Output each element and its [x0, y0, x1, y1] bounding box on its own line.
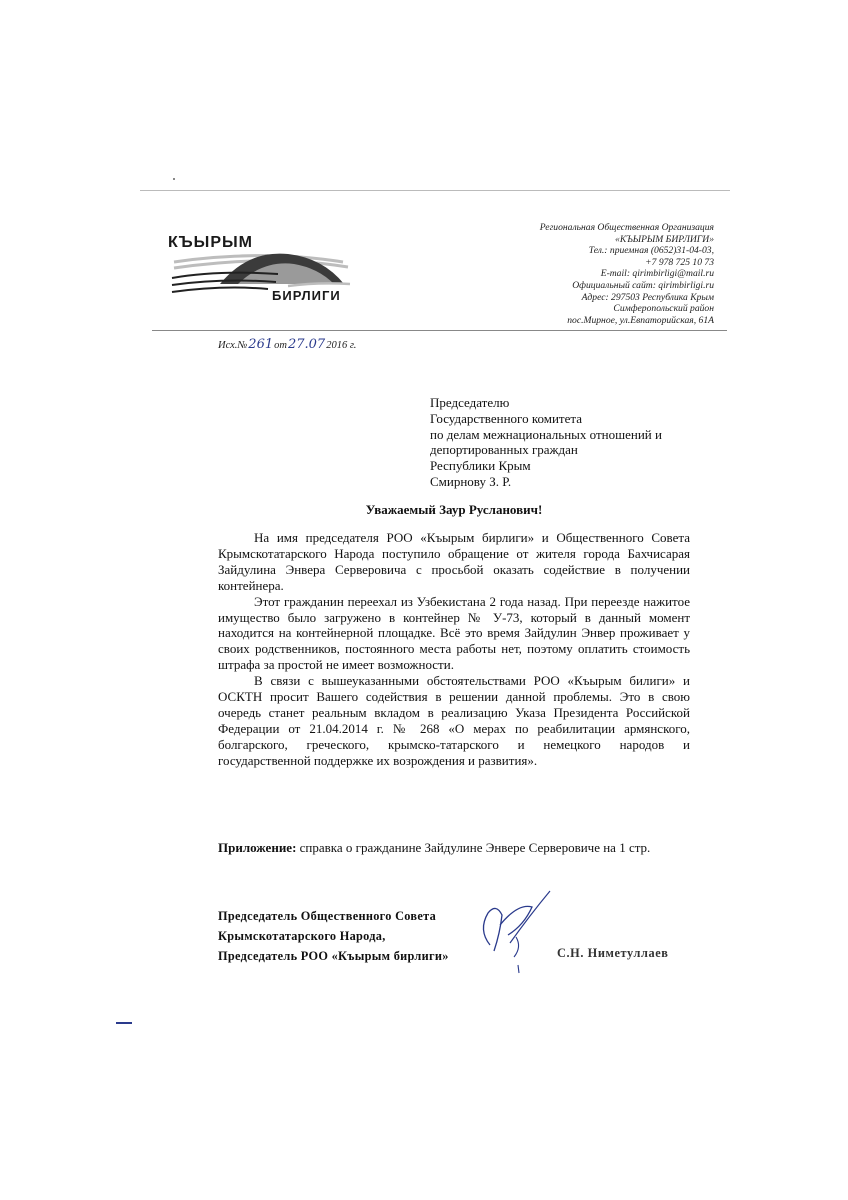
- org-line: «КЪЫРЫМ БИРЛИГИ»: [615, 233, 714, 245]
- organization-contacts: [454, 222, 714, 326]
- scan-edge-line: [140, 190, 730, 191]
- body-paragraph: На имя председателя РОО «Къырым бирлиги» и Общественного Совета Крымскотатарского Народа поступило обращение от жителя города Бахчисарая Зайдулина Энвера Серверовича с просьбой оказать содействие в получении контейнера.: [218, 530, 690, 593]
- reference-prefix: Исх.№: [218, 340, 248, 351]
- reference-number: 261: [248, 337, 274, 352]
- reference-from-label: от: [274, 340, 287, 351]
- signatory-title: [218, 906, 449, 966]
- org-line: пос.Мирное, ул.Евпаторийская, 61А: [567, 314, 714, 326]
- reference-year: 2016 г.: [326, 340, 357, 351]
- addressee-line: Председателю: [430, 395, 510, 410]
- org-line: Региональная Общественная Организация: [539, 222, 714, 233]
- body-paragraph: В связи с вышеуказанными обстоятельствами РОО «Къырым билиги» и ОСКТН просит Вашего содействия в решении данной проблемы. Это в свою очередь станет реальным вкладом в реализацию Указа Президента Российской Федерации от 21.04.2014 г. № 268 «О мерах по реабилитации армянского, болгарского, греческого, крымско-татарского и немецкого народов и государственной поддержке их возрождения и развития».: [218, 673, 690, 768]
- addressee-line: Смирнову З. Р.: [430, 473, 512, 489]
- org-line: Официальный сайт: qirimbirligi.ru: [572, 279, 714, 291]
- addressee-line: по делам межнациональных отношений и: [430, 426, 662, 442]
- attachment-note: [218, 840, 650, 856]
- body-paragraph: Этот гражданин переехал из Узбекистана 2 года назад. При переезде нажитое имущество было загружено в контейнер № У-73, который в данный момент находится на контейнерной площадке. Всё это время Зайдулин Энвер проживает у своих родственников, постоянного места работы нет, поэтому оплатить стоимость штрафа за простой не имеет возможности.: [218, 593, 690, 673]
- org-line: Адрес: 297503 Республика Крым: [581, 291, 714, 303]
- letterhead-divider: [152, 330, 727, 331]
- addressee-line: Государственного комитета: [430, 410, 582, 426]
- organization-logo: [168, 228, 358, 308]
- org-line: Тел.: приемная (0652)31-04-03,: [588, 245, 714, 257]
- addressee-block: [430, 395, 662, 490]
- addressee-line: депортированных граждан: [430, 442, 578, 458]
- org-line: +7 978 725 10 73: [645, 256, 714, 268]
- margin-mark: [116, 1022, 132, 1024]
- handwritten-signature: [470, 885, 560, 975]
- attachment-label: Приложение:: [218, 840, 297, 855]
- attachment-text: справка о гражданине Зайдулине Энвере Серверовиче на 1 стр.: [299, 840, 651, 855]
- reference-date: 27.07: [287, 337, 326, 352]
- signatory-name: С.Н. Ниметуллаев: [557, 946, 669, 960]
- salutation: Уважаемый Заур Русланович!: [365, 502, 543, 517]
- signatory-line: Председатель Общественного Совета: [218, 909, 437, 923]
- org-line: Симферопольский район: [613, 303, 714, 315]
- addressee-line: Республики Крым: [430, 458, 531, 474]
- outgoing-reference: [218, 337, 356, 352]
- scan-speck: [173, 178, 175, 180]
- letter-body: [218, 530, 690, 769]
- signatory-line: Крымскотатарского Народа,: [218, 929, 386, 943]
- signatory-line: Председатель РОО «Къырым бирлиги»: [218, 949, 449, 963]
- logo-text-top: КЪЫРЫМ: [168, 234, 254, 251]
- logo-text-bottom: БИРЛИГИ: [272, 288, 341, 303]
- org-line: E-mail: qirimbirligi@mail.ru: [600, 268, 714, 280]
